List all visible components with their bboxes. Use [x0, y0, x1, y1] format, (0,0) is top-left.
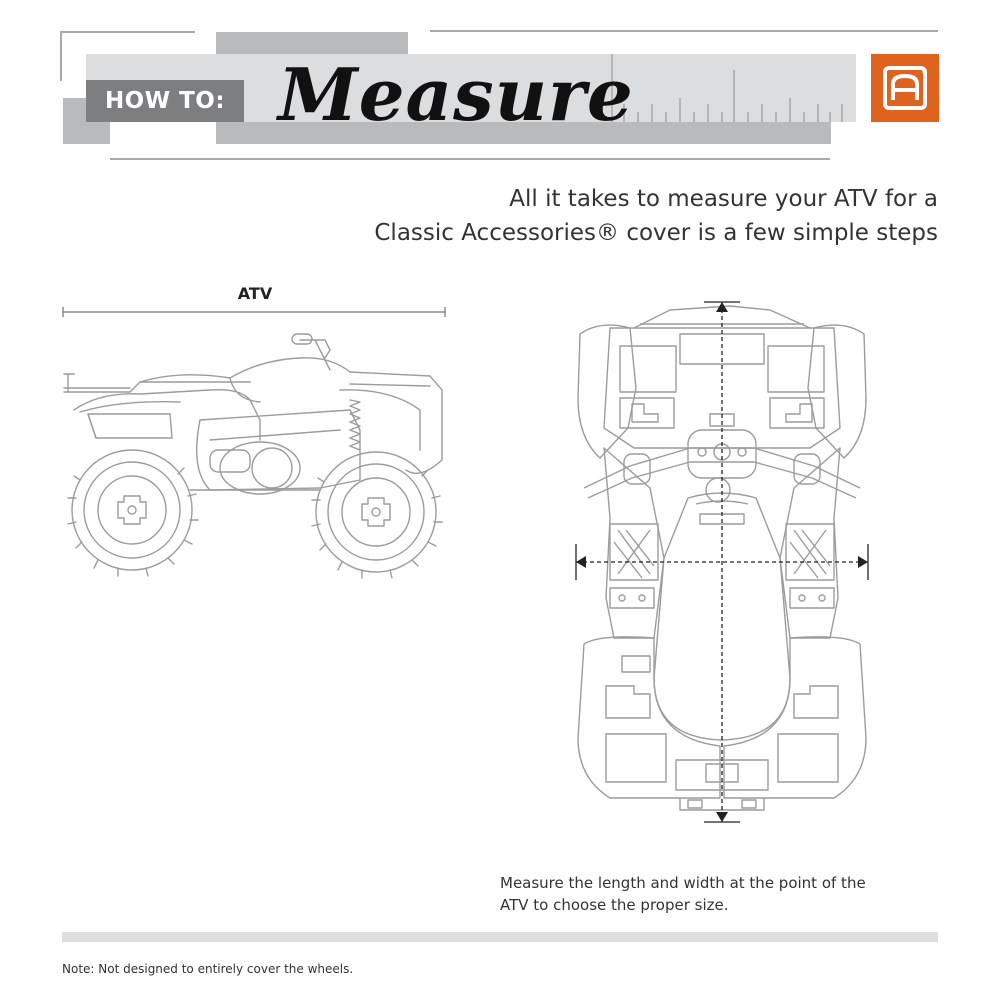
intro-text [374, 182, 938, 250]
frame-line-top-left [60, 31, 195, 33]
ruler-ticks [610, 54, 856, 122]
howto-label: HOW TO: [86, 80, 244, 122]
side-view-label: ATV [237, 284, 273, 303]
frame-line-bottom [110, 158, 830, 160]
classic-accessories-logo-icon [871, 54, 939, 122]
atv-side-view-illustration [60, 330, 450, 580]
instruction-line-1: Measure the length and width at the point of the [500, 874, 866, 892]
footer-divider [62, 932, 938, 942]
svg-text:®: ® [921, 68, 928, 76]
atv-top-view-illustration [570, 298, 875, 826]
measure-instruction [500, 872, 920, 916]
instruction-line-2: ATV to choose the proper size. [500, 896, 729, 914]
side-length-dimension-line [62, 305, 446, 319]
frame-line-top-right [430, 30, 938, 32]
page-title: Measure [278, 52, 634, 137]
frame-line-left [60, 31, 62, 81]
intro-line-1: All it takes to measure your ATV for a [509, 186, 938, 212]
footer-note: Note: Not designed to entirely cover the wheels. [62, 962, 354, 976]
intro-line-2: Classic Accessories® cover is a few simple steps [374, 220, 938, 246]
